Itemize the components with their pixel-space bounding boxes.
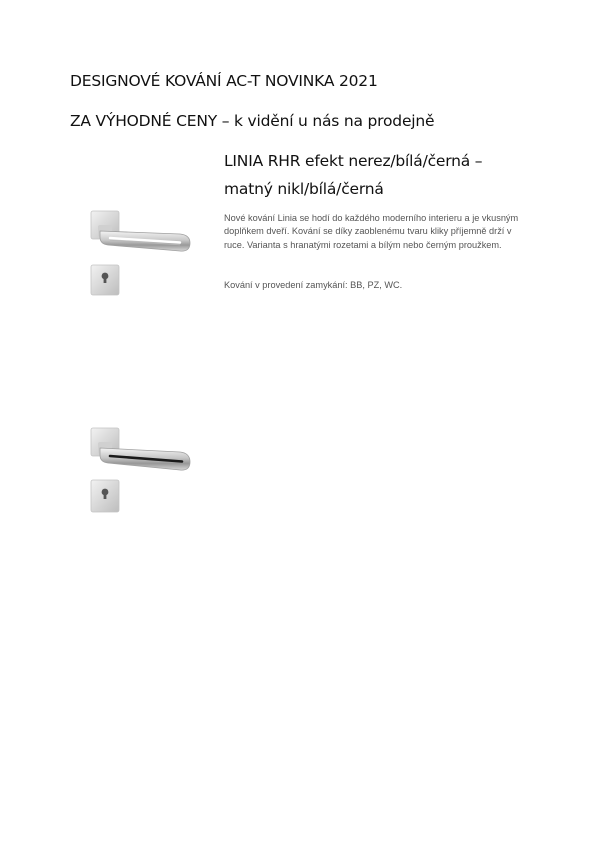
product-title <box>224 147 524 203</box>
product-title-line2: matný nikl/bílá/černá <box>224 180 384 198</box>
product-title-line1: LINIA RHR efekt nerez/bílá/černá – <box>224 152 483 170</box>
door-handle-black-stripe-icon <box>88 422 198 522</box>
page-subheading: ZA VÝHODNÉ CENY – k vidění u nás na prodejně <box>70 112 435 130</box>
door-handle-white-stripe-icon <box>88 205 198 300</box>
product-description: Nové kování Linia se hodí do každého moderního interieru a je vkusným doplňkem dveří. Kování se díky zaoblenému tvaru kliky příjemně drží v ruce. Varianta s hranatými rozetami a bílým nebo černým proužkem. <box>224 213 519 250</box>
product-locking-options: Kování v provedení zamykání: BB, PZ, WC. <box>224 280 403 290</box>
page-heading: DESIGNOVÉ KOVÁNÍ AC-T NOVINKA 2021 <box>70 72 378 90</box>
